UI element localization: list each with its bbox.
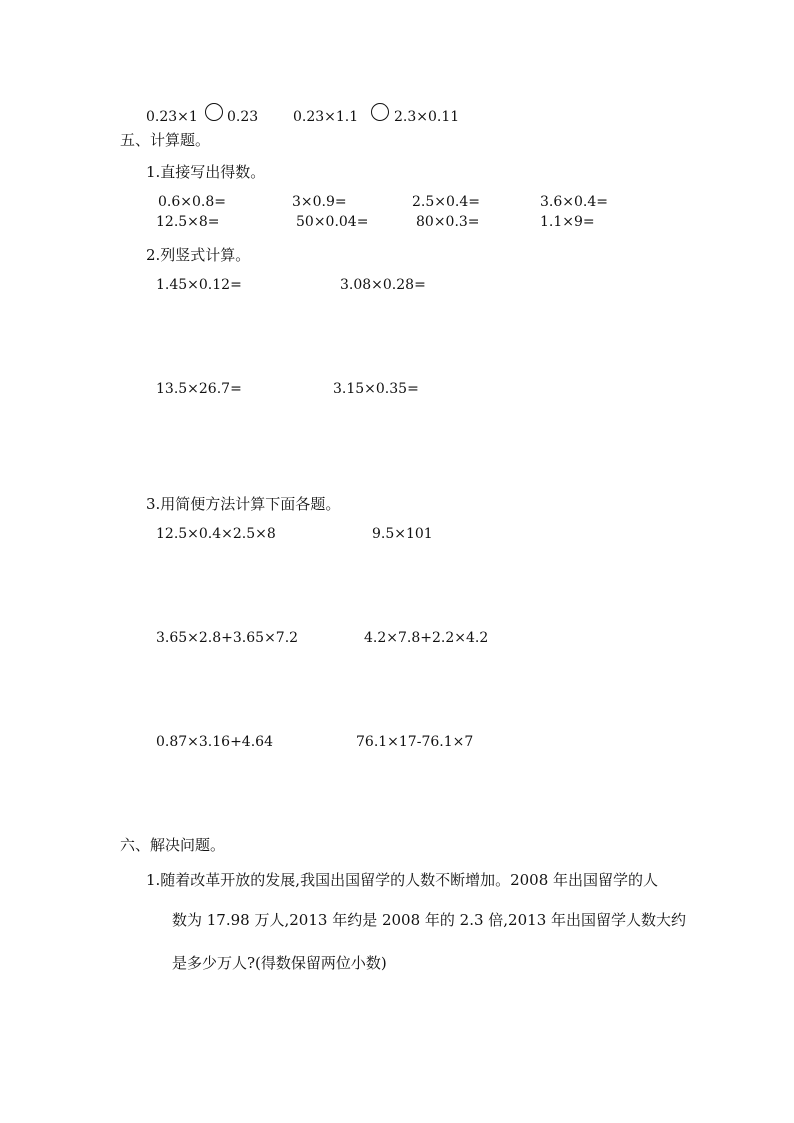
compare-left-value: 0.23 bbox=[227, 109, 259, 125]
q3-title: 3.用简便方法计算下面各题。 bbox=[146, 495, 341, 513]
compare-circle-blank[interactable] bbox=[371, 103, 389, 121]
q1-item: 3×0.9= bbox=[292, 194, 347, 210]
compare-right-value: 2.3×0.11 bbox=[394, 109, 460, 125]
q3-item: 0.87×3.16+4.64 bbox=[156, 734, 273, 750]
section-5-title: 五、计算题。 bbox=[120, 131, 211, 149]
q2-item: 3.15×0.35= bbox=[333, 381, 419, 397]
q2-item: 13.5×26.7= bbox=[156, 381, 242, 397]
q1-item: 0.6×0.8= bbox=[158, 194, 226, 210]
word-problem-line: 1.随着改革开放的发展,我国出国留学的人数不断增加。2008 年出国留学的人 bbox=[146, 871, 659, 889]
q2-item: 3.08×0.28= bbox=[340, 277, 426, 293]
compare-circle-blank[interactable] bbox=[205, 103, 223, 121]
q3-item: 4.2×7.8+2.2×4.2 bbox=[364, 630, 489, 646]
q2-title: 2.列竖式计算。 bbox=[146, 246, 251, 264]
q1-item: 50×0.04= bbox=[296, 214, 369, 230]
compare-left-expression: 0.23×1 bbox=[146, 109, 198, 125]
q3-item: 9.5×101 bbox=[372, 526, 433, 542]
q3-item: 12.5×0.4×2.5×8 bbox=[156, 526, 276, 542]
section-6-title: 六、解决问题。 bbox=[120, 836, 226, 854]
word-problem-line: 数为 17.98 万人,2013 年约是 2008 年的 2.3 倍,2013 年出国留学人数大约 bbox=[172, 911, 687, 929]
q1-item: 80×0.3= bbox=[416, 214, 480, 230]
q1-item: 2.5×0.4= bbox=[412, 194, 480, 210]
q3-item: 76.1×17-76.1×7 bbox=[356, 734, 474, 750]
q1-title: 1.直接写出得数。 bbox=[146, 163, 266, 181]
q2-item: 1.45×0.12= bbox=[156, 277, 242, 293]
compare-right-expression: 0.23×1.1 bbox=[293, 109, 359, 125]
q1-item: 1.1×9= bbox=[540, 214, 595, 230]
q1-item: 3.6×0.4= bbox=[540, 194, 608, 210]
q1-item: 12.5×8= bbox=[156, 214, 220, 230]
q3-item: 3.65×2.8+3.65×7.2 bbox=[156, 630, 299, 646]
word-problem-line: 是多少万人?(得数保留两位小数) bbox=[172, 954, 387, 972]
